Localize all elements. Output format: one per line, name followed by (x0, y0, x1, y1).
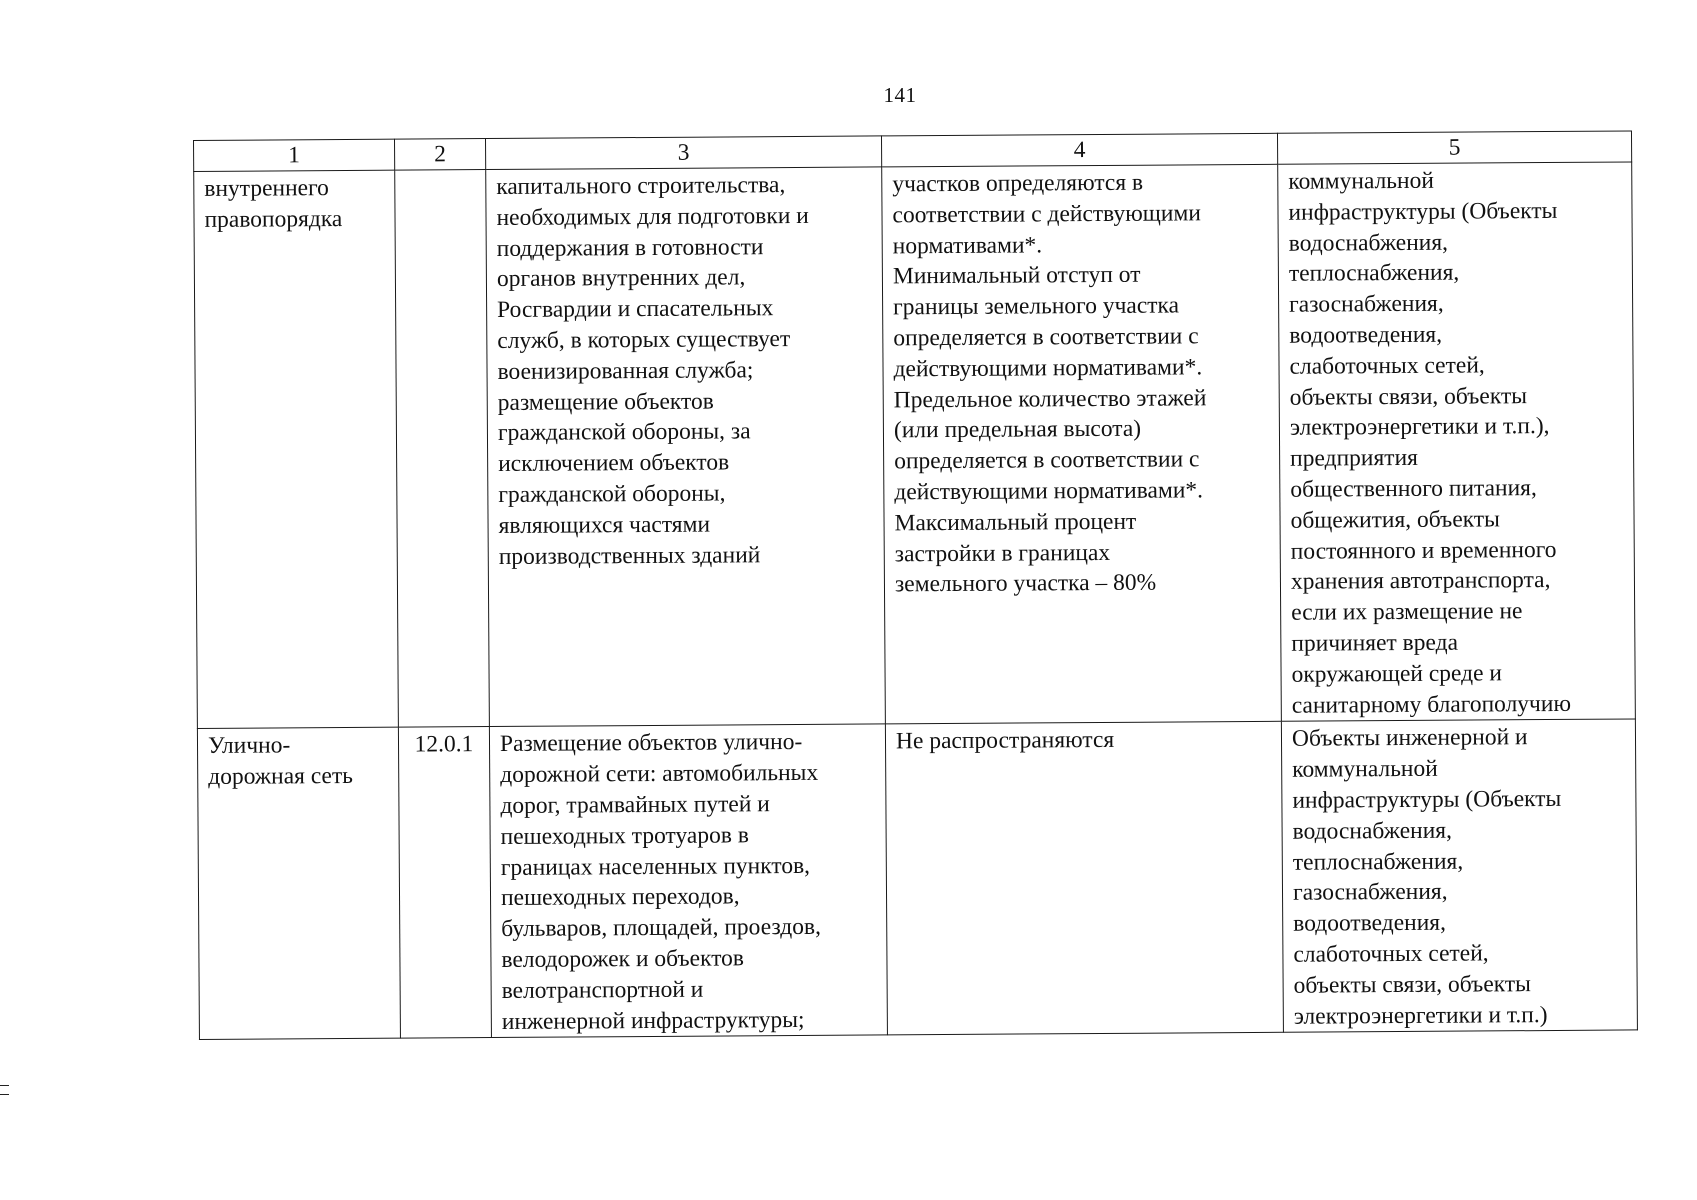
header-col-4: 4 (881, 133, 1277, 167)
margin-mark (0, 1085, 9, 1095)
header-col-3: 3 (485, 136, 881, 170)
cell-use-name: Улично- дорожная сеть (197, 727, 400, 1039)
cell-parameters: Не распространяются (885, 722, 1283, 1036)
page-number: 141 (883, 83, 917, 107)
cell-auxiliary-uses: коммунальной инфраструктуры (Объекты водоснабжения, теплоснабжения, газоснабжения, водоотведения, слаботочных сетей, объекты связи, объекты электроэнергетики и т.п.), предприятия общественного питания, общежития, объекты постоянного и временного хранения автотранспорта, если их размещение не причиняет вреда окружающей среде и санитарному благополучию (1278, 162, 1636, 722)
table-row (194, 162, 1636, 729)
header-col-2: 2 (394, 139, 485, 171)
cell-auxiliary-uses: Объекты инженерной и коммунальной инфраструктуры (Объекты водоснабжения, теплоснабжения, газоснабжения, водоотведения, слаботочных сетей, объекты связи, объекты электроэнергетики и т.п.) (1281, 719, 1637, 1032)
header-col-5: 5 (1277, 131, 1631, 164)
cell-parameters: участков определяются в соответствии с действующими нормативами*. Минимальный отступ от границы земельного участка определяется в соответствии с действующими нормативами*. Предельное количество этажей (или предельная высота) определяется в соответствии с действующими нормативами*. Максимальный процент застройки в границах земельного участка – 80% (882, 164, 1282, 724)
cell-use-code (395, 170, 490, 728)
table-row (197, 719, 1637, 1039)
cell-use-description: капитального строительства, необходимых для подготовки и поддержания в готовности органов внутренних дел, Росгвардии и спасательных служб, в которых существует военизированная служба; размещение объектов гражданской обороны, за исключением объектов гражданской обороны, являющихся частями производственных зданий (486, 167, 886, 727)
cell-use-description: Размещение объектов улично- дорожной сети: автомобильных дорог, трамвайных путей и пешеходных тротуаров в границах населенных пунктов, пешеходных переходов, бульваров, площадей, проездов, велодорожек и объектов велотранспортной и инженерной инфраструктуры; (489, 724, 887, 1038)
cell-use-name: внутреннего правопорядка (194, 170, 399, 729)
regulations-table (193, 130, 1638, 1040)
header-col-1: 1 (194, 139, 395, 171)
cell-use-code: 12.0.1 (398, 727, 491, 1039)
